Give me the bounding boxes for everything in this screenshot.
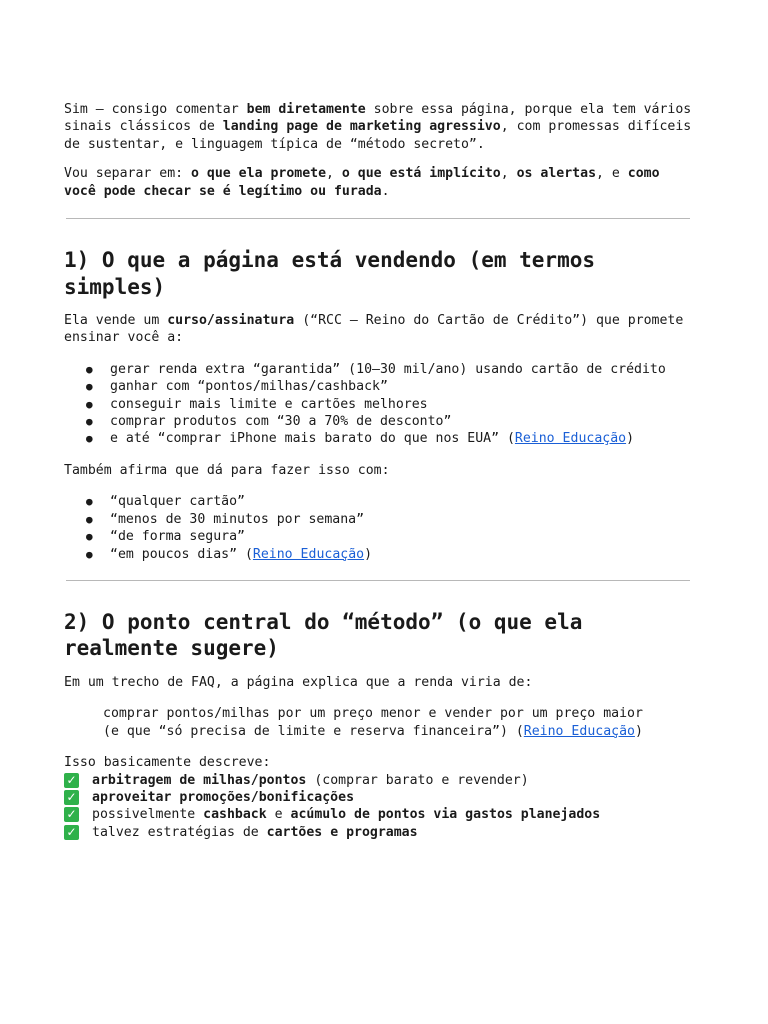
text-run: (“RCC — Reino do Cartão de Crédito”) que promete ensinar você a: (64, 313, 684, 346)
text-run: “menos de 30 minutos por semana” (110, 511, 365, 527)
bullet-item (64, 361, 694, 378)
bold-text: curso/assinatura (167, 313, 295, 329)
text-run: Vou separar em: (64, 166, 192, 182)
text-run: ) (626, 431, 635, 447)
bullet-item (64, 511, 694, 528)
text-run: possivelmente (92, 807, 204, 823)
bold-text: o que ela promete (191, 166, 327, 182)
text-run: (e que “só precisa de limite e reserva financeira”) ( (103, 723, 524, 739)
text-run: conseguir mais limite e cartões melhores (110, 396, 428, 412)
text-run: Sim — consigo comentar (64, 102, 247, 117)
section-2-intro (64, 674, 694, 691)
text-run: Isso basicamente descreve: (64, 755, 271, 771)
intro-paragraph-2 (64, 165, 694, 200)
check-mark-icon: ✓ (64, 790, 79, 805)
section-1-intro (64, 312, 694, 347)
text-run: (comprar barato e revender) (306, 772, 529, 788)
text-run: ganhar com “pontos/milhas/cashback” (110, 379, 388, 395)
bold-text: cashback (203, 807, 267, 823)
text-run: ) (364, 546, 373, 562)
text-run: . (381, 183, 390, 199)
checklist-text (92, 772, 529, 789)
bold-text: aproveitar promoções/bonificações (92, 789, 355, 805)
section-1-bullet-list-2 (64, 493, 694, 563)
text-run: gerar renda extra “garantida” (10–30 mil/ano) usando cartão de crédito (110, 361, 666, 377)
text-run: “qualquer cartão” (110, 494, 245, 510)
quote-line-1 (103, 705, 694, 722)
checklist-item (64, 824, 694, 841)
checklist-text (92, 789, 354, 806)
divider (66, 218, 690, 219)
quote-line-2 (103, 723, 694, 740)
text-run: talvez estratégias de (92, 824, 267, 840)
bullet-item (64, 413, 694, 430)
reino-educacao-link[interactable]: Reino Educação (252, 546, 365, 562)
text-run: Também afirma que dá para fazer isso com: (64, 462, 390, 478)
text-run: ) (634, 723, 643, 739)
checklist-text (92, 824, 418, 841)
bullet-item (64, 396, 694, 413)
text-run: , com promessas difíceis de sustentar, e linguagem típica de “método secreto”. (64, 119, 692, 152)
bold-text: como você pode checar se é legítimo ou furada (64, 166, 660, 199)
section-2-heading: 2) O ponto central do “método” (o que ela realmente sugere) (64, 609, 583, 661)
section-2-describes (64, 754, 694, 771)
bullet-item (64, 378, 694, 395)
reino-educacao-link[interactable]: Reino Educação (514, 431, 627, 447)
bold-text: arbitragem de milhas/pontos (92, 772, 307, 788)
text-run: , (500, 166, 517, 182)
bullet-item (64, 493, 694, 510)
check-mark-icon: ✓ (64, 773, 79, 788)
bold-text: acúmulo de pontos via gastos planejados (290, 807, 601, 823)
document-content (64, 101, 694, 841)
check-mark-icon: ✓ (64, 807, 79, 822)
section-1-heading: 1) O que a página está vendendo (em termos simples) (64, 248, 596, 299)
bold-text: bem diretamente (246, 102, 366, 117)
check-mark-icon: ✓ (64, 825, 79, 840)
bullet-item (64, 528, 694, 545)
text-run: sobre essa página, porque ela tem vários sinais clássicos de (64, 102, 692, 135)
text-run: , e (596, 166, 628, 182)
text-run: , (326, 166, 342, 182)
bold-text: cartões e programas (266, 824, 418, 840)
text-run: “de forma segura” (110, 529, 245, 545)
text-run: e até “comprar iPhone mais barato do que nos EUA” ( (110, 431, 515, 447)
text-run: comprar produtos com “30 a 70% de desconto” (110, 414, 452, 430)
text-run: comprar pontos/milhas por um preço menor e vender por um preço maior (103, 706, 643, 722)
text-run: Ela vende um (64, 313, 168, 329)
bullet-item (64, 546, 694, 563)
intro-paragraph-1 (64, 101, 694, 153)
bold-text: landing page de marketing agressivo (222, 119, 501, 135)
text-run: e (266, 807, 291, 823)
checklist (64, 772, 694, 842)
checklist-item (64, 772, 694, 789)
divider (66, 580, 690, 581)
checklist-text (92, 806, 600, 823)
bullet-item (64, 430, 694, 447)
bold-text: os alertas (516, 166, 597, 182)
section-1-bullet-list (64, 361, 694, 448)
reino-educacao-link[interactable]: Reino Educação (523, 723, 635, 739)
text-run: “em poucos dias” ( (110, 546, 253, 562)
checklist-item (64, 789, 694, 806)
blockquote (64, 705, 694, 740)
bold-text: o que está implícito (341, 166, 501, 182)
section-1-also (64, 462, 694, 479)
checklist-item (64, 806, 694, 823)
text-run: Em um trecho de FAQ, a página explica que a renda viria de: (64, 674, 533, 690)
